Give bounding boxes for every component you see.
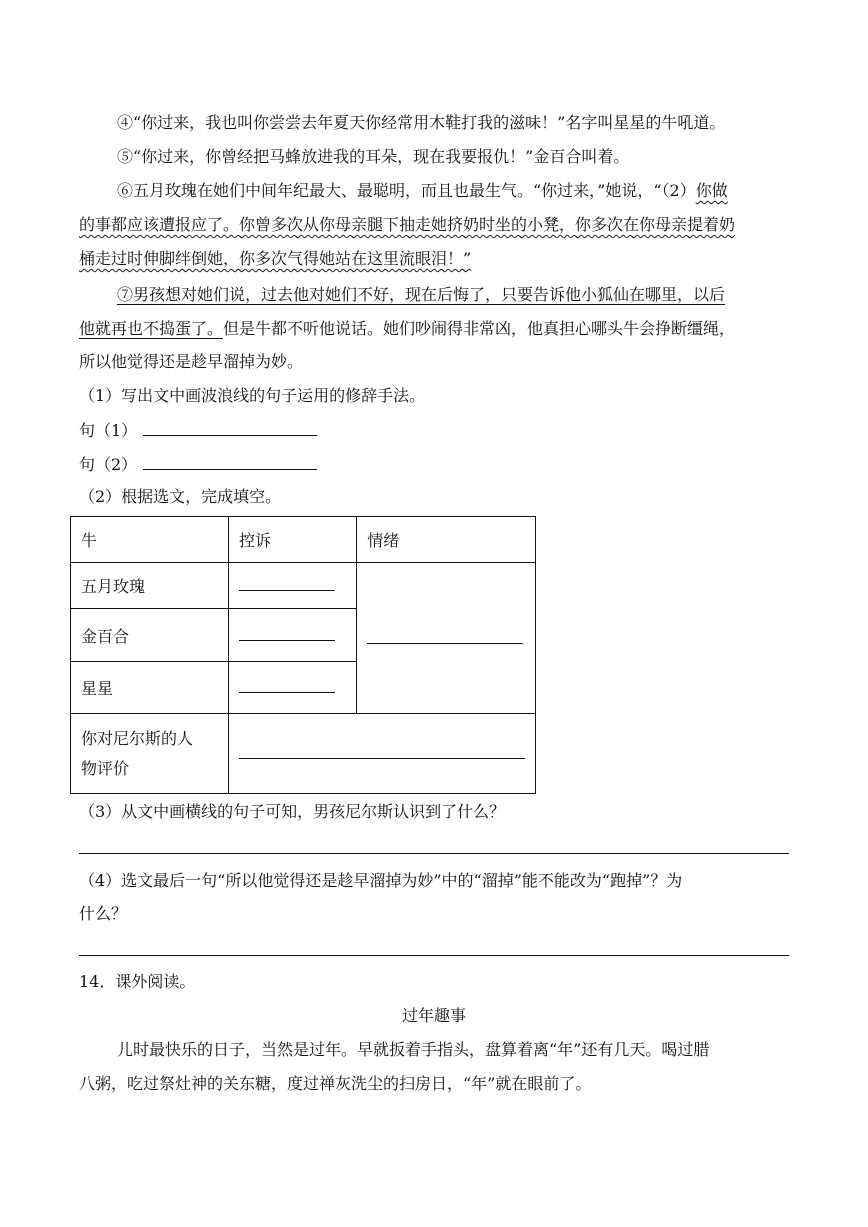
question-1-sentence-2: 句（2）	[79, 453, 317, 476]
wavy-sentence-2-line-2: 的事都应该遭报应了。你曾多次从你母亲腿下抽走她挤奶时坐的小凳，你多次在你母亲提着奶	[79, 215, 736, 234]
paragraph-7-line-3: 所以他觉得还是趁早溜掉为妙。	[79, 352, 304, 371]
complaint-cell-3[interactable]	[229, 662, 357, 714]
wavy-sentence-2-line-3: 桶走过时伸脚绊倒她，你多次气得她站在这里流眼泪！”	[79, 249, 472, 268]
paragraph-5: ⑤“你过来，你曾经把马蜂放进我的耳朵，现在我要报仇！”金百合叫着。	[117, 147, 630, 166]
row-label-xingxing: 星星	[71, 662, 229, 714]
answer-line-4[interactable]	[79, 955, 789, 956]
header-complaint: 控诉	[229, 517, 357, 563]
evaluation-cell[interactable]	[229, 714, 536, 794]
complaint-cell-2[interactable]	[229, 609, 357, 662]
paragraph-7	[117, 284, 725, 306]
underlined-sentence-end: 他就再也不捣蛋了。	[79, 319, 224, 338]
story-paragraph-line-1: 儿时最快乐的日子，当然是过年。早就扳着手指头，盘算着离“年”还有几天。喝过腊	[117, 1040, 710, 1059]
answer-line-3[interactable]	[79, 853, 789, 854]
question-4-line-1: （4）选文最后一句“所以他觉得还是趁早溜掉为妙”中的“溜掉”能不能改为“跑掉”？为	[79, 871, 683, 890]
question-1: （1）写出文中画波浪线的句子运用的修辞手法。	[79, 386, 426, 405]
wavy-sentence-2-start: 你做	[695, 181, 728, 200]
header-emotion: 情绪	[357, 517, 536, 563]
question-3: （3）从文中画横线的句子可知，男孩尼尔斯认识到了什么？	[79, 802, 506, 821]
story-title: 过年趣事	[401, 1006, 466, 1025]
header-cow: 牛	[71, 517, 229, 563]
row-label-evaluation: 你对尼尔斯的人 物评价	[71, 714, 229, 794]
paragraph-6-start: ⑥五月玫瑰在她们中间年纪最大、最聪明，而且也最生气。“你过来，”她说，“（2）	[117, 181, 696, 200]
question-1-sentence-1: 句（1）	[79, 419, 317, 442]
row-label-jin-baihe: 金百合	[71, 609, 229, 662]
question-14: 14．课外阅读。	[79, 972, 196, 991]
paragraph-4: ④“你过来，我也叫你尝尝去年夏天你经常用木鞋打我的滋味！”名字叫星星的牛吼道。	[117, 113, 726, 132]
underlined-sentence-start: ⑦男孩想对她们说，过去他对她们不好，现在后悔了，只要告诉他小狐仙在哪里，以后	[117, 285, 726, 304]
complaint-cell-1[interactable]	[229, 563, 357, 609]
answer-blank-2[interactable]	[143, 453, 317, 470]
row-label-wuyue-meigui: 五月玫瑰	[71, 563, 229, 609]
fill-in-table	[70, 516, 536, 794]
story-paragraph-line-2: 八粥，吃过祭灶神的关东糖，度过禅灰洗尘的扫房日，“年”就在眼前了。	[79, 1074, 592, 1093]
question-2: （2）根据选文，完成填空。	[79, 487, 282, 506]
paragraph-6	[117, 180, 728, 202]
question-4-line-2: 什么？	[79, 904, 128, 923]
emotion-cell[interactable]	[357, 563, 536, 714]
paragraph-7-line-2: 他就再也不捣蛋了。但是牛都不听他说话。她们吵闹得非常凶，他真担心哪头牛会挣断缰绳，	[79, 319, 736, 338]
answer-blank-1[interactable]	[143, 419, 317, 436]
